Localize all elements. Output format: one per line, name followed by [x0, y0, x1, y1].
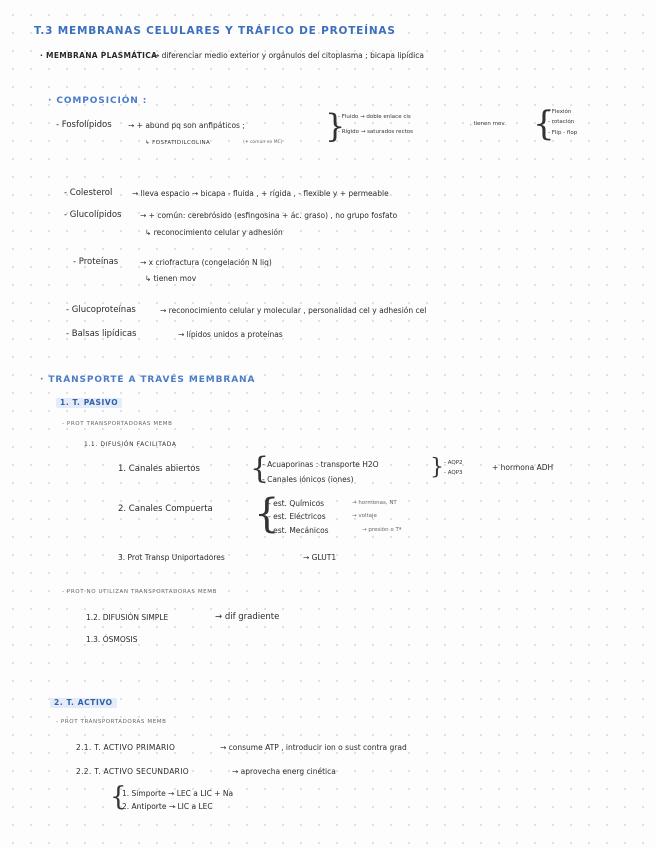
- glucolipidos-sub: ↳ reconocimiento celular y adhesión: [145, 228, 283, 237]
- balsas-text: → lípidos unidos a proteínas: [178, 330, 283, 339]
- canales-abiertos-brace: {: [250, 451, 270, 486]
- mov-item: - Flexión: [548, 109, 572, 115]
- pasivo-prot-use: - PROT TRANSPORTADORAS MEMB: [62, 421, 173, 427]
- glucolipidos-label: - Glucolípidos: [64, 210, 122, 220]
- fosfolipidos-mov: , tienen mov.: [470, 121, 506, 127]
- glut1: → GLUT1: [303, 553, 337, 562]
- colesterol-label: - Colesterol: [64, 188, 113, 198]
- colesterol-text: → lleva espacio → bicapa - fluida , + rígida , - flexible y + permeable: [132, 189, 389, 198]
- activo-heading: 2. T. ACTIVO: [50, 698, 117, 708]
- difusion-facilitada-heading: 1.1. DIFUSIÓN FACILITADA: [84, 441, 177, 448]
- acuaporinas: - Acuaporinas : transporte H2O: [262, 460, 379, 469]
- est-mecanicos-note: → presión o Tª: [362, 527, 402, 533]
- activo-secundario-brace: {: [110, 782, 127, 812]
- proteinas-sub: ↳ tienen mov: [145, 274, 197, 283]
- est-quimicos-note: → hormonas, NT: [352, 500, 397, 506]
- prot-no-heading: - PROT NO UTILIZAN TRANSPORTADORAS MEMB: [62, 589, 217, 595]
- activo-primario-label: 2.1. T. ACTIVO PRIMARIO: [76, 743, 176, 752]
- aqp-item: - AQP3: [444, 470, 463, 476]
- composicion-heading: · COMPOSICIÓN :: [48, 96, 148, 106]
- page-title: T.3 MEMBRANAS CELULARES Y TRÁFICO DE PROTEÍNAS: [34, 25, 396, 37]
- intro-label: · MEMBRANA PLASMÁTICA: [40, 51, 158, 60]
- aqp-brace: }: [430, 455, 444, 480]
- est-quimicos: - est. Químicos: [268, 499, 325, 508]
- fosfolipidos-sub-note: (+ común en MC): [243, 140, 283, 145]
- simporte: 1. Simporte → LEC a LIC + Na: [122, 789, 234, 798]
- difusion-simple-text: → dif gradiente: [215, 612, 280, 622]
- fosfolipidos-label: - Fosfolípidos: [56, 120, 112, 130]
- fosfolipidos-rigido: - Rígido → saturados rectos: [338, 129, 413, 135]
- fosfolipidos-text: → + abund pq son anfipáticos ;: [128, 121, 245, 130]
- glucolipidos-text: → + común: cerebrósido (esfingosina + ác. graso) , no grupo fosfato: [140, 211, 398, 220]
- est-electricos: - est. Eléctricos: [268, 512, 326, 521]
- proteinas-text: → x criofractura (congelación N liq): [140, 258, 272, 267]
- proteinas-label: - Proteínas: [73, 257, 119, 267]
- est-mecanicos: - est. Mecánicos: [268, 526, 329, 535]
- mov-brace: {: [533, 104, 555, 144]
- canales-compuerta-brace: {: [254, 491, 280, 537]
- intro-text: → diferenciar medio exterior y orgánulos del citoplasma ; bicapa lipídica: [153, 51, 424, 60]
- balsas-label: - Balsas lipídicas: [66, 329, 137, 339]
- mov-item: - rotación: [548, 119, 575, 125]
- activo-secundario-text: → aprovecha energ cinética: [232, 767, 336, 776]
- glucoproteinas-text: → reconocimiento celular y molecular , personalidad cel y adhesión cel: [160, 306, 427, 315]
- hormona-adh: + hormona ADH: [492, 463, 554, 472]
- canales-ionicos: - Canales iónicos (iones): [262, 475, 354, 484]
- pasivo-heading: 1. T. PASIVO: [56, 398, 122, 408]
- activo-secundario-label: 2.2. T. ACTIVO SECUNDARIO: [76, 767, 189, 776]
- transporte-heading: · TRANSPORTE A TRAVÉS MEMBRANA: [40, 375, 256, 385]
- canales-compuerta-label: 2. Canales Compuerta: [118, 504, 213, 514]
- glucoproteinas-label: - Glucoproteínas: [66, 305, 136, 315]
- aqp-item: - AQP2: [444, 460, 463, 466]
- osmosis-label: 1.3. ÓSMOSIS: [86, 635, 138, 644]
- antiporte: 2. Antiporte → LIC a LEC: [122, 802, 213, 811]
- uniportadores-label: 3. Prot Transp Uniportadores: [118, 553, 225, 562]
- fosfolipidos-brace: }: [325, 107, 346, 145]
- mov-item: - Flip - flop: [548, 130, 578, 136]
- activo-prot-use: - PROT TRANSPORTADORAS MEMB: [56, 719, 167, 725]
- canales-abiertos-label: 1. Canales abiertos: [118, 464, 200, 474]
- fosfolipidos-fluido: - Fluido → doble enlace cis: [338, 114, 411, 120]
- fosfolipidos-sub: ↳ FOSFATIDILCOLINA: [145, 140, 211, 146]
- activo-primario-text: → consume ATP , introducir ion o sust contra grad: [220, 743, 407, 752]
- est-electricos-note: → voltaje: [352, 513, 377, 519]
- difusion-simple-label: 1.2. DIFUSIÓN SIMPLE: [86, 613, 169, 622]
